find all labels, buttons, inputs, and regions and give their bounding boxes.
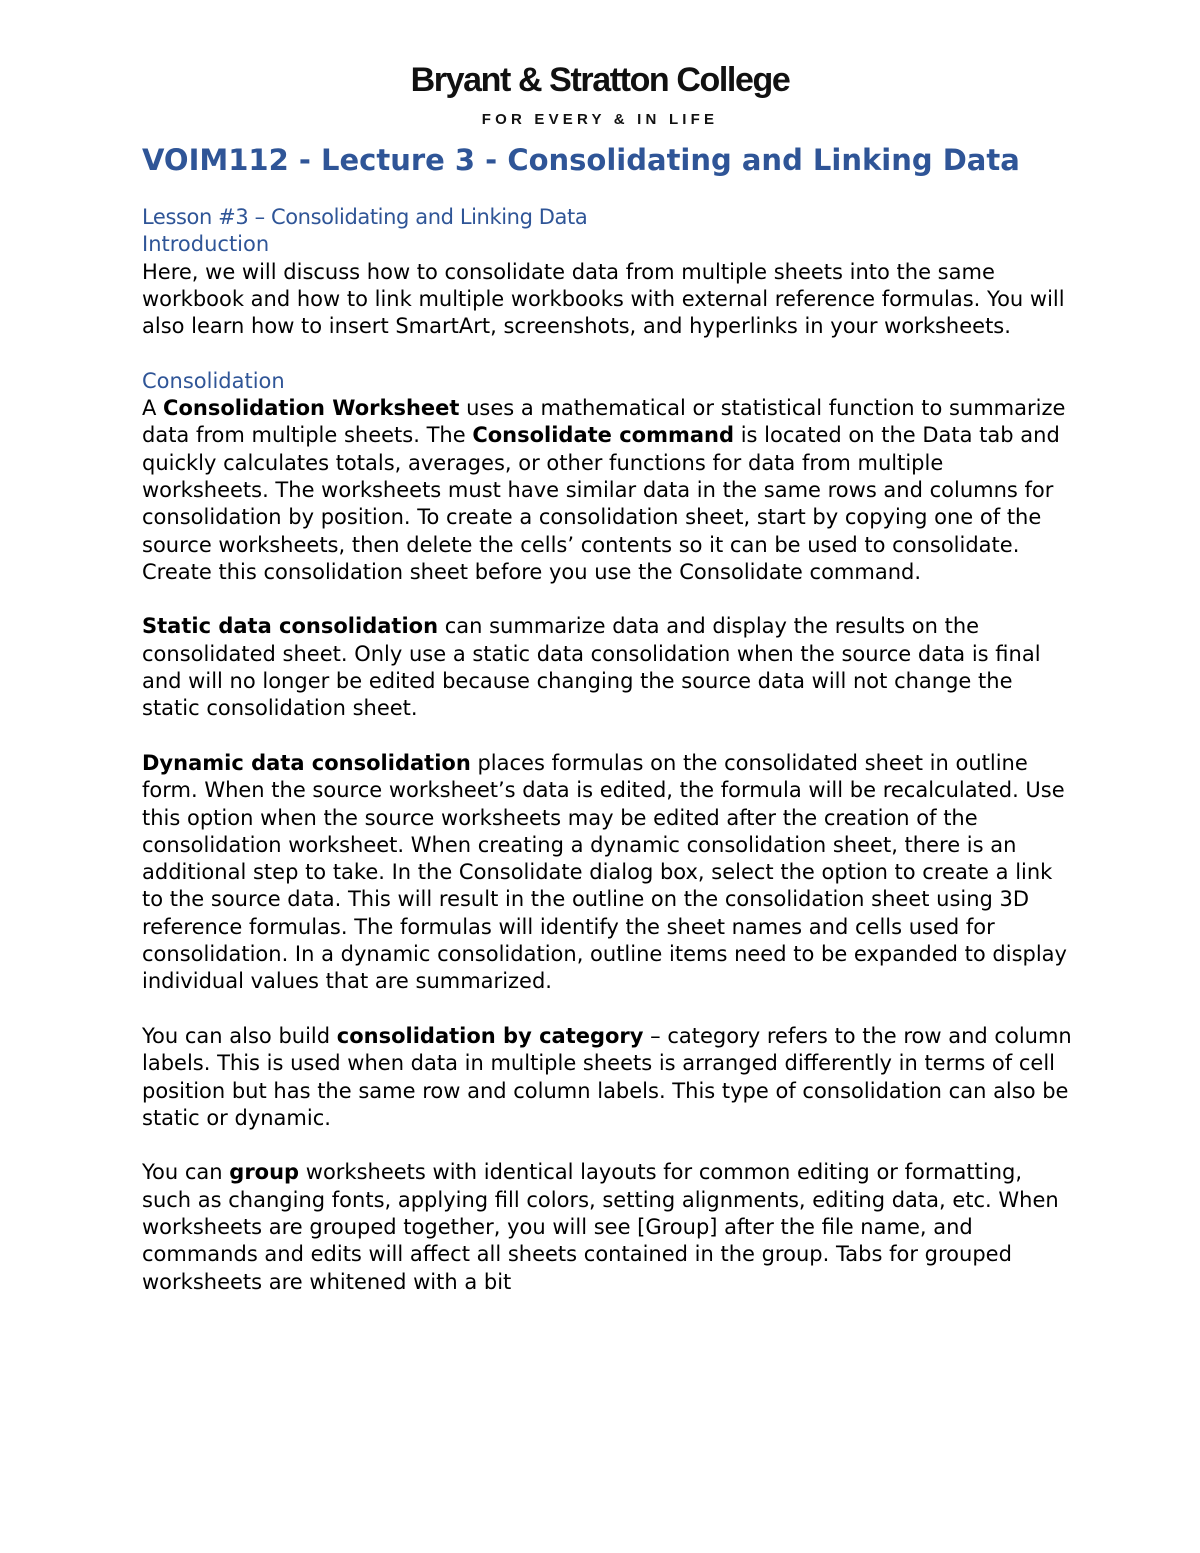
text-run: is located on the Data tab and quickly calculates totals, averages, or other functions for data from multiple worksheets. The worksheets must have similar data in the same rows and columns for consolidation by position. To create a consolidation sheet, start by copying one of the source worksheets, then delete the cells’ contents so it can be used to consolidate. Create this consolidation sheet before you use the Consolidate command. — [142, 423, 1060, 584]
dynamic-consolidation-paragraph — [142, 750, 1072, 996]
bold-term-dynamic-data-consolidation: Dynamic data consolidation — [142, 750, 471, 775]
text-run: uses a mathematical or statistical function to summarize data from multiple sheets. The — [142, 396, 1066, 448]
text-run: worksheets with identical layouts for common editing or formatting, such as changing fonts, applying fill colors, setting alignments, editing data, etc. When worksheets are grouped together, you will see [Group] after the file name, and commands and edits will affect all sheets contained in the group. Tabs for grouped worksheets are whitened with a bit — [142, 1160, 1059, 1294]
static-consolidation-paragraph — [142, 613, 1072, 722]
paragraph-spacer — [142, 723, 1072, 750]
bold-term-consolidate-command: Consolidate command — [472, 423, 735, 448]
college-logo-tagline: FOR EVERY & IN LIFE — [481, 111, 719, 128]
paragraph-spacer — [142, 340, 1072, 367]
document-title: VOIM112 - Lecture 3 - Consolidating and Linking Data — [142, 143, 1020, 177]
bold-term-group: group — [229, 1160, 300, 1185]
text-run: A — [142, 396, 164, 421]
bold-term-consolidation-worksheet: Consolidation Worksheet — [163, 396, 460, 421]
group-worksheets-paragraph — [142, 1159, 1072, 1295]
text-run: You can — [142, 1160, 230, 1185]
introduction-heading: Introduction — [142, 232, 270, 257]
consolidation-heading: Consolidation — [142, 368, 285, 393]
paragraph-spacer — [142, 586, 1072, 613]
lesson-heading: Lesson #3 – Consolidating and Linking Data — [142, 205, 588, 229]
paragraph-spacer — [142, 996, 1072, 1023]
consolidation-worksheet-paragraph — [142, 395, 1072, 586]
paragraph-spacer — [142, 1132, 1072, 1159]
bold-term-consolidation-by-category: consolidation by category — [336, 1023, 644, 1048]
text-run: You can also build — [142, 1023, 337, 1048]
category-consolidation-paragraph — [142, 1023, 1072, 1132]
text-run: can summarize data and display the results on the consolidated sheet. Only use a static data consolidation when the source data is final and will no longer be edited because changing the source data will not change the static consolidation sheet. — [142, 614, 1041, 721]
introduction-paragraph: Here, we will discuss how to consolidate data from multiple sheets into the same workbook and how to link multiple workbooks with external reference formulas. You will also learn how to insert SmartArt, screenshots, and hyperlinks in your worksheets. — [142, 259, 1065, 339]
text-run: places formulas on the consolidated sheet in outline form. When the source worksheet’s data is edited, the formula will be recalculated. Use this option when the source worksheets may be edited after the creation of the consolidation worksheet. When creating a dynamic consolidation sheet, there is an additional step to take. In the Consolidate dialog box, select the option to create a link to the source data. This will result in the outline on the consolidation sheet using 3D reference formulas. The formulas will identify the sheet names and cells used for consolidation. In a dynamic consolidation, outline items need to be expanded to display individual values that are summarized. — [142, 750, 1067, 994]
college-logo-name: Bryant & Stratton College — [410, 61, 790, 99]
text-run: – category refers to the row and column labels. This is used when data in multiple sheets is arranged differently in terms of cell position but has the same row and column labels. This type of consolidation can also be static or dynamic. — [142, 1023, 1072, 1130]
bold-term-static-data-consolidation: Static data consolidation — [142, 614, 439, 639]
document-body — [142, 204, 1072, 1296]
